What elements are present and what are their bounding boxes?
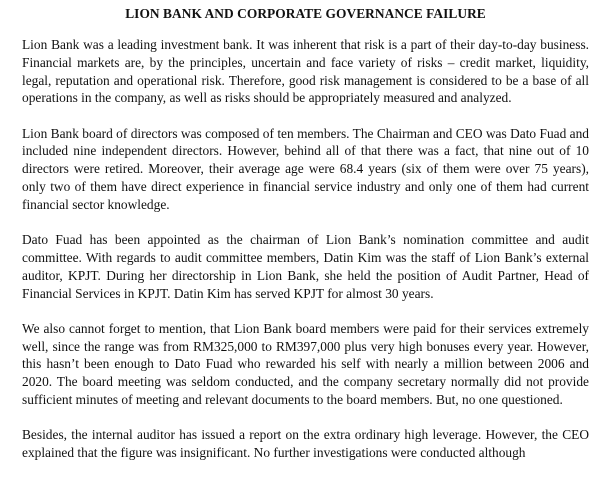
paragraph-board-composition: Lion Bank board of directors was composed of ten members. The Chairman and CEO was Dato Fuad and included nine independent directors. However, behind all of that there was a fact, that nine out of 10 directors were retired. Moreover, their average age were 68.4 years (six of them were over 75 years), only two of them have direct experience in financial service industry and only one of them had current financial sector knowledge. bbox=[22, 125, 589, 212]
paragraph-internal-audit: Besides, the internal auditor has issued a report on the extra ordinary high leverage. However, the CEO explained that the figure was insignificant. No further investigations were conducted although bbox=[22, 427, 589, 461]
paragraph-remuneration: We also cannot forget to mention, that Lion Bank board members were paid for their services extremely well, since the range was from RM325,000 to RM397,000 plus very high bonuses every year. However, this hasn’t been enough to Dato Fuad who rewarded his self with nearly a million between 2006 and 2020. The board meeting was seldom conducted, and the company secretary normally did not provide sufficient minutes of meeting and relevant documents to the board members. But, no one questioned. bbox=[22, 320, 589, 408]
paragraph-committees: Dato Fuad has been appointed as the chairman of Lion Bank’s nomination committee and audit committee. With regards to audit committee members, Datin Kim was the staff of Lion Bank’s external auditor, KPJT. During her directorship in Lion Bank, she held the position of Audit Partner, Head of Financial Services in KPJT. Datin Kim has served KPJT for almost 30 years. bbox=[22, 232, 589, 301]
document-page bbox=[22, 5, 589, 462]
document-title: LION BANK AND CORPORATE GOVERNANCE FAILURE bbox=[125, 6, 486, 21]
paragraph-risk-management: Lion Bank was a leading investment bank. It was inherent that risk is a part of their day-to-day business. Financial markets are, by the principles, uncertain and face variety of risks – credit market, liquidity, legal, reputation and operational risk. Therefore, good risk management is considered to be a base of all operations in the company, as well as risks should be appropriately measured and analyzed. bbox=[22, 37, 589, 106]
